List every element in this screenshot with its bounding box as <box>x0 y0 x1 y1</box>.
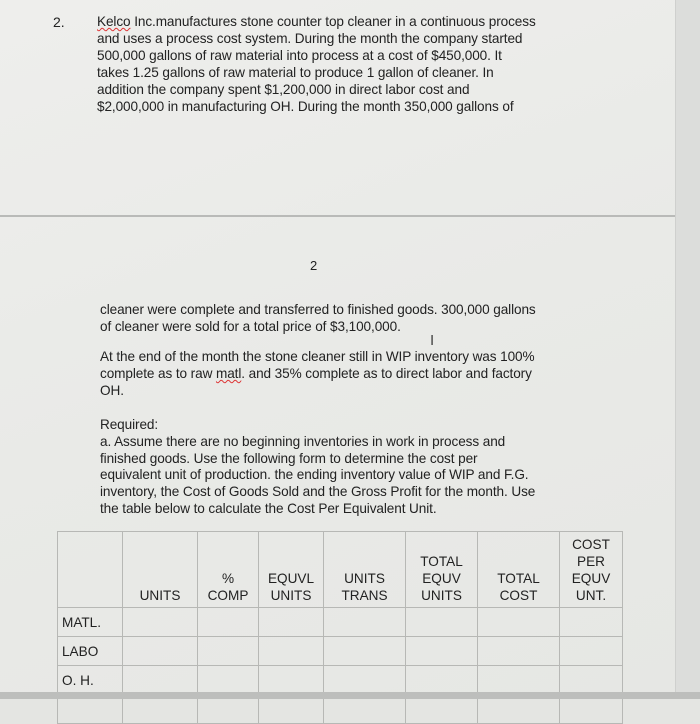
text-line: inventory, the Cost of Goods Sold and the Gross Profit for the month. Use <box>100 484 536 500</box>
misspelled-word: Kelco <box>97 14 131 29</box>
table-cell[interactable] <box>478 608 560 637</box>
table-cell[interactable] <box>198 637 259 666</box>
table-cell[interactable] <box>560 637 623 666</box>
table-header-row <box>58 532 623 608</box>
text-line: the table below to calculate the Cost Per Equivalent Unit. <box>100 501 437 516</box>
text-cursor-icon: I <box>430 332 435 349</box>
text-line <box>100 366 532 381</box>
table-row <box>58 608 623 637</box>
table-row <box>58 666 623 695</box>
column-header <box>58 532 123 608</box>
header-word: UNT. <box>575 588 607 603</box>
header-word: EQUV <box>422 571 461 586</box>
text-segment: 500,000 gallons of raw material into process at a cost of $450,000. It <box>97 47 502 63</box>
table-cell[interactable] <box>259 666 324 695</box>
table-cell[interactable] <box>259 637 324 666</box>
text-line: a. Assume there are no beginning inventories in work in process and <box>100 433 506 449</box>
text-line <box>97 99 514 114</box>
table-cell[interactable] <box>406 666 478 695</box>
table-cell[interactable] <box>123 637 198 666</box>
text-segment: complete as to raw <box>100 366 216 381</box>
header-word: UNITS <box>139 588 181 603</box>
text-line <box>97 65 494 80</box>
column-header <box>198 532 259 608</box>
table-cell[interactable] <box>123 666 198 695</box>
column-header <box>406 532 478 608</box>
header-word: EQUVL <box>267 571 315 586</box>
table-row <box>58 637 623 666</box>
table-cell[interactable] <box>198 608 259 637</box>
text-segment: . and 35% complete as to direct labor and factory <box>241 366 532 381</box>
table-cell[interactable] <box>478 666 560 695</box>
text-segment: addition the company spent $1,200,000 in direct labor cost and <box>97 81 470 97</box>
text-line: of cleaner were sold for a total price of $3,100,000. <box>100 319 401 334</box>
column-header <box>324 532 406 608</box>
text-segment: and uses a process cost system. During the month the company started <box>97 30 523 46</box>
column-header <box>123 532 198 608</box>
text-line <box>100 383 124 398</box>
header-word: UNITS <box>421 588 462 603</box>
header-word: % <box>221 571 235 586</box>
row-label: O. H. <box>58 666 123 695</box>
table-cell[interactable] <box>406 637 478 666</box>
header-word: COMP <box>207 588 249 603</box>
column-header <box>560 532 623 608</box>
question-number: 2. <box>53 14 65 30</box>
header-word: COST <box>499 588 538 603</box>
text-line <box>97 48 502 63</box>
table-cell[interactable] <box>478 637 560 666</box>
page-break-divider <box>0 215 675 217</box>
text-line: cleaner were complete and transferred to finished goods. 300,000 gallons <box>100 302 536 317</box>
table-cell[interactable] <box>324 637 406 666</box>
table-cell[interactable] <box>406 608 478 637</box>
column-header <box>478 532 560 608</box>
text-line <box>97 31 522 46</box>
row-label: LABO <box>58 637 123 666</box>
table-cell[interactable] <box>123 608 198 637</box>
text-line: Required: <box>100 417 159 432</box>
table-cell[interactable] <box>324 608 406 637</box>
header-word: UNITS <box>270 588 312 603</box>
text-line <box>100 349 535 364</box>
row-label: MATL. <box>58 608 123 637</box>
page-bottom-edge <box>0 692 700 699</box>
text-segment: OH. <box>100 383 124 398</box>
table-cell[interactable] <box>324 666 406 695</box>
table-cell[interactable] <box>560 666 623 695</box>
header-word: TOTAL <box>420 554 463 569</box>
column-header <box>259 532 324 608</box>
table-cell[interactable] <box>198 666 259 695</box>
header-word: COST <box>572 537 610 552</box>
text-line <box>97 14 536 29</box>
text-segment: At the end of the month the stone cleaner still in WIP inventory was 100% <box>100 349 535 364</box>
table-cell[interactable] <box>259 608 324 637</box>
text-line: finished goods. Use the following form to determine the cost per <box>100 450 478 466</box>
text-line <box>97 82 469 97</box>
text-segment: $2,000,000 in manufacturing OH. During the month 350,000 gallons of <box>97 98 514 114</box>
text-line: equivalent unit of production. the ending inventory value of WIP and F.G. <box>100 467 529 483</box>
header-word: TOTAL <box>497 571 540 586</box>
text-segment: Inc.manufactures stone counter top cleaner in a continuous process <box>130 14 536 29</box>
header-word: EQUV <box>571 571 611 586</box>
header-word: UNITS <box>344 571 385 586</box>
page-number: 2 <box>310 258 318 273</box>
header-word: TRANS <box>341 588 388 603</box>
page-edge <box>675 0 700 699</box>
misspelled-word: matl <box>215 366 242 381</box>
table-cell[interactable] <box>560 608 623 637</box>
header-word: PER <box>577 554 605 569</box>
text-segment: takes 1.25 gallons of raw material to produce 1 gallon of cleaner. In <box>97 64 494 80</box>
